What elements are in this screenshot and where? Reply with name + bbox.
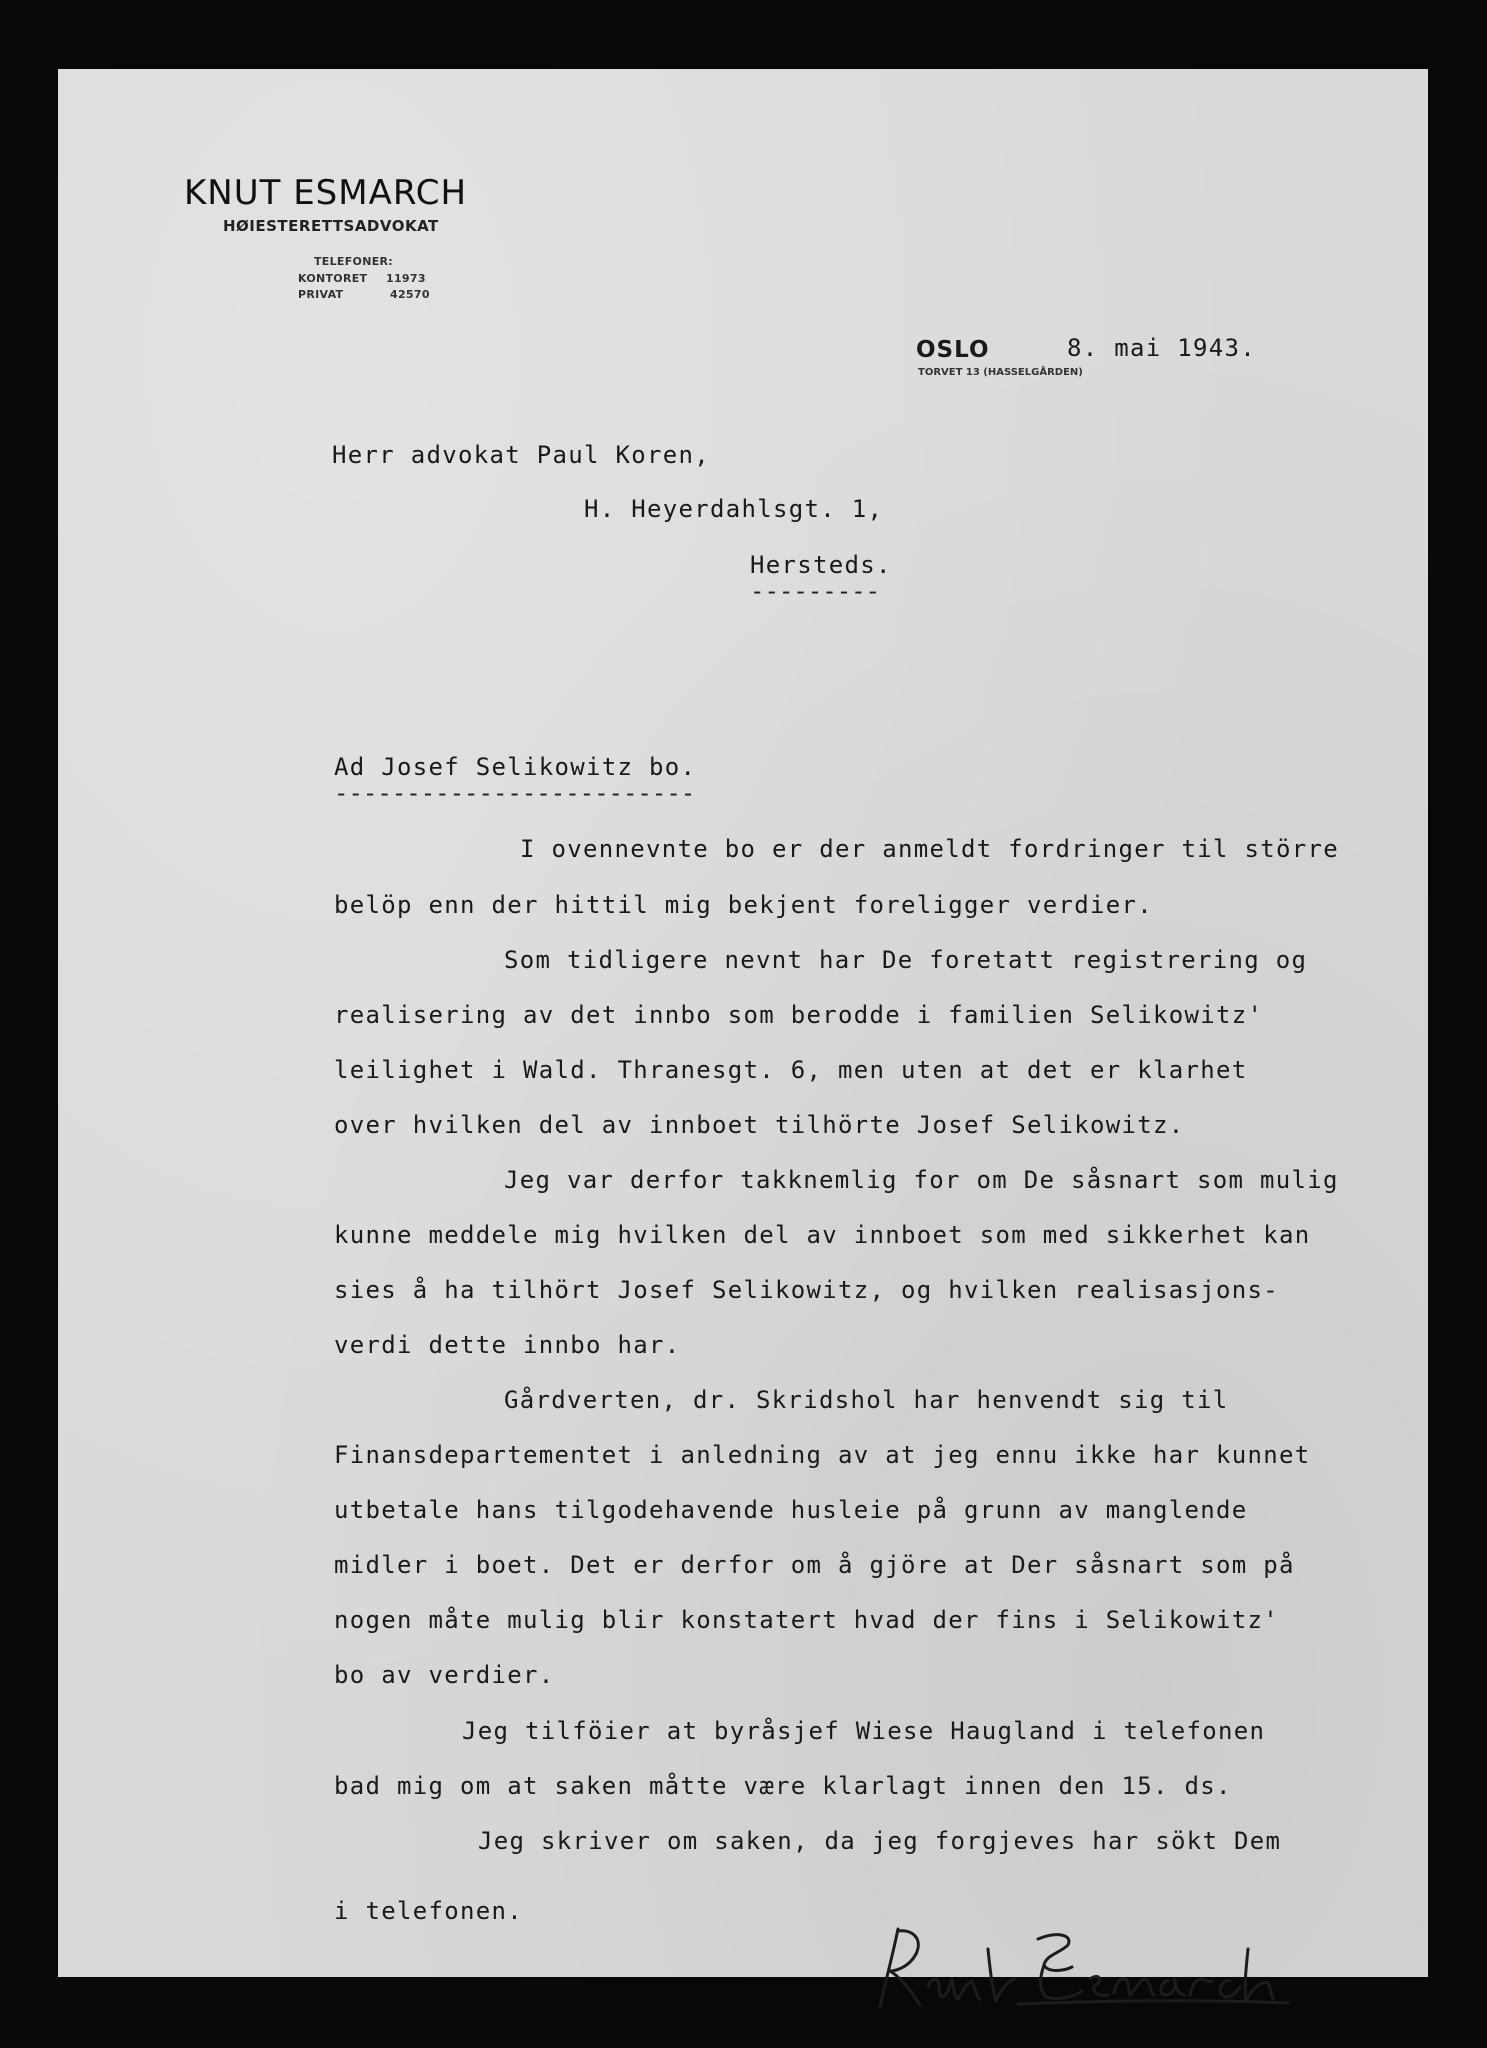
- recipient-underline: ---------: [750, 577, 881, 605]
- body-line: verdi dette innbo har.: [334, 1331, 681, 1359]
- body-line: Gårdverten, dr. Skridshol har henvendt sig til: [504, 1386, 1229, 1414]
- body-line: i telefonen.: [334, 1897, 523, 1925]
- subject: Ad Josef Selikowitz bo.: [334, 753, 697, 781]
- body-line: over hvilken del av innboet tilhörte Josef Selikowitz.: [334, 1111, 1185, 1139]
- letterhead-name: KNUT ESMARCH: [184, 173, 468, 213]
- body-line: midler i boet. Det er derfor om å gjöre at Der såsnart som på: [334, 1551, 1295, 1579]
- office-address: TORVET 13 (HASSELGÅRDEN): [918, 367, 1083, 378]
- body-line: Som tidligere nevnt har De foretatt registrering og: [504, 946, 1308, 974]
- body-line: utbetale hans tilgodehavende husleie på grunn av manglende: [334, 1496, 1248, 1524]
- body-line: Jeg skriver om saken, da jeg forgjeves har sökt Dem: [478, 1827, 1282, 1855]
- body-line: realisering av det innbo som berodde i familien Selikowitz': [334, 1001, 1264, 1029]
- date: 8. mai 1943.: [1067, 334, 1256, 362]
- phone-office-label: KONTORET: [298, 272, 368, 285]
- letter-page: [58, 69, 1428, 1977]
- body-line: leilighet i Wald. Thranesgt. 6, men uten at det er klarhet: [334, 1056, 1248, 1084]
- subject-underline: -------------------------: [334, 779, 696, 807]
- body-line: Jeg var derfor takknemlig for om De såsnart som mulig: [504, 1166, 1339, 1194]
- recipient-line-1: Herr advokat Paul Koren,: [332, 441, 710, 469]
- body-line: Jeg tilföier at byråsjef Wiese Haugland i telefonen: [462, 1717, 1266, 1745]
- phone-heading: TELEFONER:: [314, 255, 393, 268]
- phone-private-number: 42570: [390, 288, 430, 301]
- letterhead-title: HØIESTERETTSADVOKAT: [223, 217, 439, 235]
- body-line: I ovennevnte bo er der anmeldt fordringer til större: [520, 835, 1339, 863]
- body-line: sies å ha tilhört Josef Selikowitz, og hvilken realisasjons-: [334, 1276, 1279, 1304]
- phone-private-label: PRIVAT: [298, 288, 344, 301]
- body-line: bad mig om at saken måtte være klarlagt innen den 15. ds.: [334, 1772, 1232, 1800]
- phone-office-number: 11973: [386, 272, 426, 285]
- signature: [868, 1909, 1368, 2019]
- body-line: belöp enn der hittil mig bekjent foreligger verdier.: [334, 891, 1153, 919]
- recipient-line-3: Hersteds.: [750, 551, 892, 579]
- body-line: kunne meddele mig hvilken del av innboet som med sikkerhet kan: [334, 1221, 1311, 1249]
- place: OSLO: [916, 337, 990, 363]
- body-line: nogen måte mulig blir konstatert hvad der fins i Selikowitz': [334, 1606, 1279, 1634]
- body-line: bo av verdier.: [334, 1661, 555, 1689]
- body-line: Finansdepartementet i anledning av at jeg ennu ikke har kunnet: [334, 1441, 1311, 1469]
- recipient-line-2: H. Heyerdahlsgt. 1,: [584, 495, 884, 523]
